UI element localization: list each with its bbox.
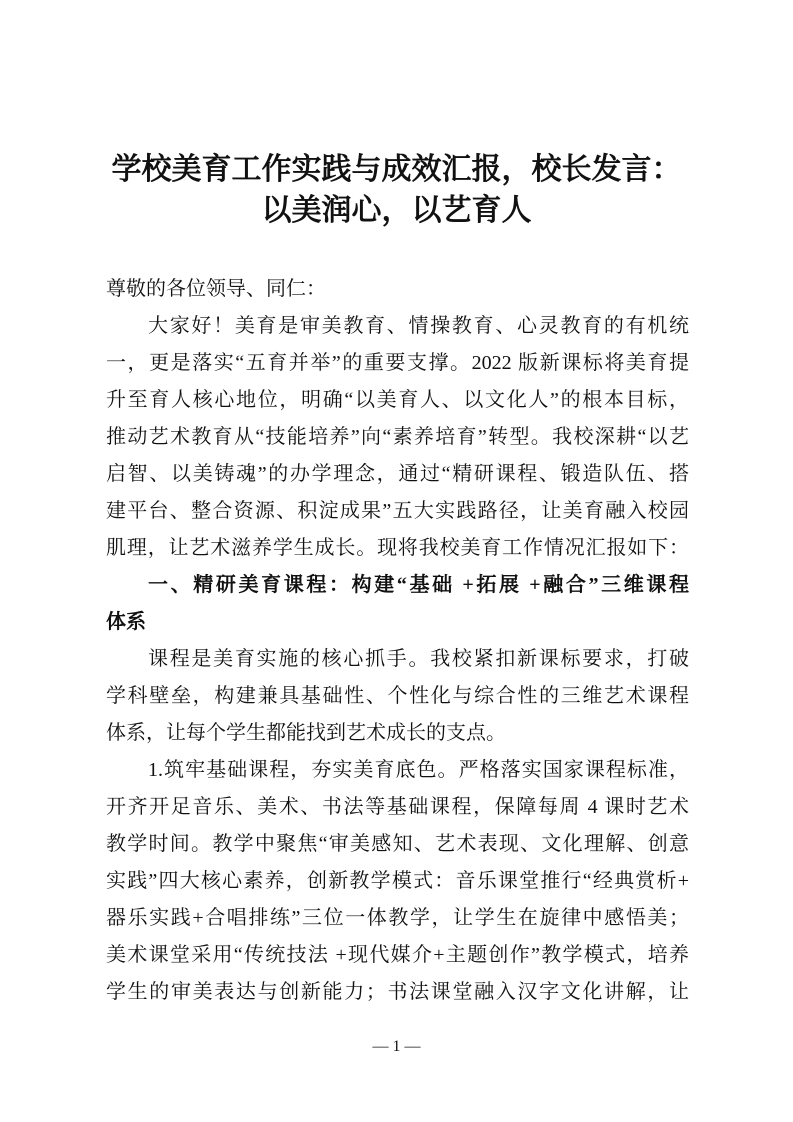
text-line: 课程是美育实施的核心抓手。我校紧扣新课标要求，打破 [148,648,689,670]
document-body [106,271,689,1011]
text-line: 学科壁垒，构建兼具基础性、个性化与综合性的三维艺术课程 [106,685,689,707]
text-line: 开齐开足音乐、美术、书法等基础课程，保障每周 4 课时艺术 [106,796,689,818]
text-line: 1.筑牢基础课程，夯实美育底色。严格落实国家课程标准， [148,759,689,781]
text-line: 学生的审美表达与创新能力；书法课堂融入汉字文化讲解，让 [106,981,689,1003]
text-line: 体系，让每个学生都能找到艺术成长的支点。 [106,722,506,744]
text-line: 器乐实践+合唱排练”三位一体教学，让学生在旋律中感悟美； [106,907,689,929]
text-line: 尊敬的各位领导、同仁： [106,278,326,300]
document-title-line-2: 以美润心，以艺育人 [261,193,532,228]
section-heading-line: 一、精研美育课程：构建“基础 +拓展 +融合”三维课程 [148,574,689,596]
section-heading-line: 体系 [106,611,146,633]
text-line: 建平台、整合资源、积淀成果”五大实践路径，让美育融入校园 [106,500,689,522]
text-line: 美术课堂采用“传统技法 +现代媒介+主题创作”教学模式，培养 [106,944,689,966]
text-line: 大家好！美育是审美教育、情操教育、心灵教育的有机统 [148,315,689,337]
text-line: 实践”四大核心素养，创新教学模式：音乐课堂推行“经典赏析+ [106,870,689,892]
text-line: 启智、以美铸魂”的办学理念，通过“精研课程、锻造队伍、搭 [106,463,689,485]
document-title-line-1: 学校美育工作实践与成效汇报，校长发言： [111,152,682,187]
text-line: 推动艺术教育从“技能培养”向“素养培育”转型。我校深耕“以艺 [106,426,689,448]
page-number: — 1 — [372,1038,421,1055]
text-line: 教学时间。教学中聚焦“审美感知、艺术表现、文化理解、创意 [106,833,689,855]
text-line: 一，更是落实“五育并举”的重要支撑。2022 版新课标将美育提 [106,352,689,374]
text-line: 肌理，让艺术滋养学生成长。现将我校美育工作情况汇报如下： [106,537,689,559]
text-line: 升至育人核心地位，明确“以美育人、以文化人”的根本目标， [106,389,689,411]
